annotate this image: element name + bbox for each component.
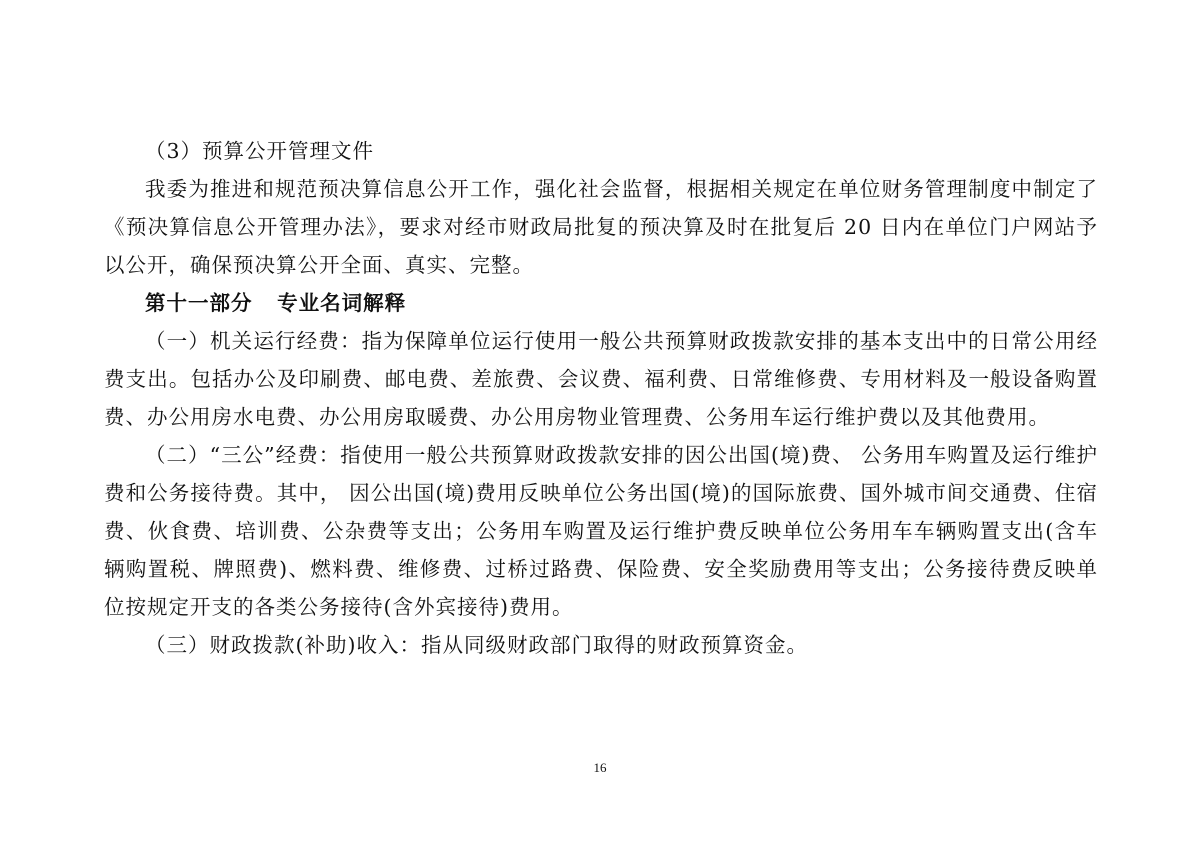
definition-operating-expenses: （一）机关运行经费：指为保障单位运行使用一般公共预算财政拨款安排的基本支出中的日常公用经费支出。包括办公及印刷费、邮电费、差旅费、会议费、福利费、日常维修费、专用材料及一般设备购置费、办公用房水电费、办公用房取暖费、办公用房物业管理费、公务用车运行维护费以及其他费用。 bbox=[104, 329, 1098, 429]
disclosure-paragraph: 我委为推进和规范预决算信息公开工作，强化社会监督，根据相关规定在单位财务管理制度中制定了《预决算信息公开管理办法》，要求对经市财政局批复的预决算及时在批复后 20 日内在单位门户网站予以公开，确保预决算公开全面、真实、完整。 bbox=[104, 177, 1098, 277]
document-body bbox=[104, 132, 1098, 664]
definition-fiscal-appropriation-income: （三）财政拨款(补助)收入：指从同级财政部门取得的财政预算资金。 bbox=[145, 633, 808, 657]
page-number: 16 bbox=[593, 760, 607, 775]
section-heading bbox=[104, 284, 1098, 322]
definition-three-public-expenses: （二）“三公”经费：指使用一般公共预算财政拨款安排的因公出国(境)费、 公务用车购置及运行维护费和公务接待费。其中， 因公出国(境)费用反映单位公务出国(境)的国际旅费、国外城市间交通费、住宿费、伙食费、培训费、公杂费等支出；公务用车购置及运行维护费反映单位公务用车车辆购置支出(含车辆购置税、牌照费)、燃料费、维修费、过桥过路费、保险费、安全奖励费用等支出；公务接待费反映单位按规定开支的各类公务接待(含外宾接待)费用。 bbox=[104, 443, 1098, 619]
subsection-title: （3）预算公开管理文件 bbox=[145, 139, 375, 163]
section-title: 专业名词解释 bbox=[277, 291, 407, 315]
section-part: 第十一部分 bbox=[145, 291, 253, 315]
